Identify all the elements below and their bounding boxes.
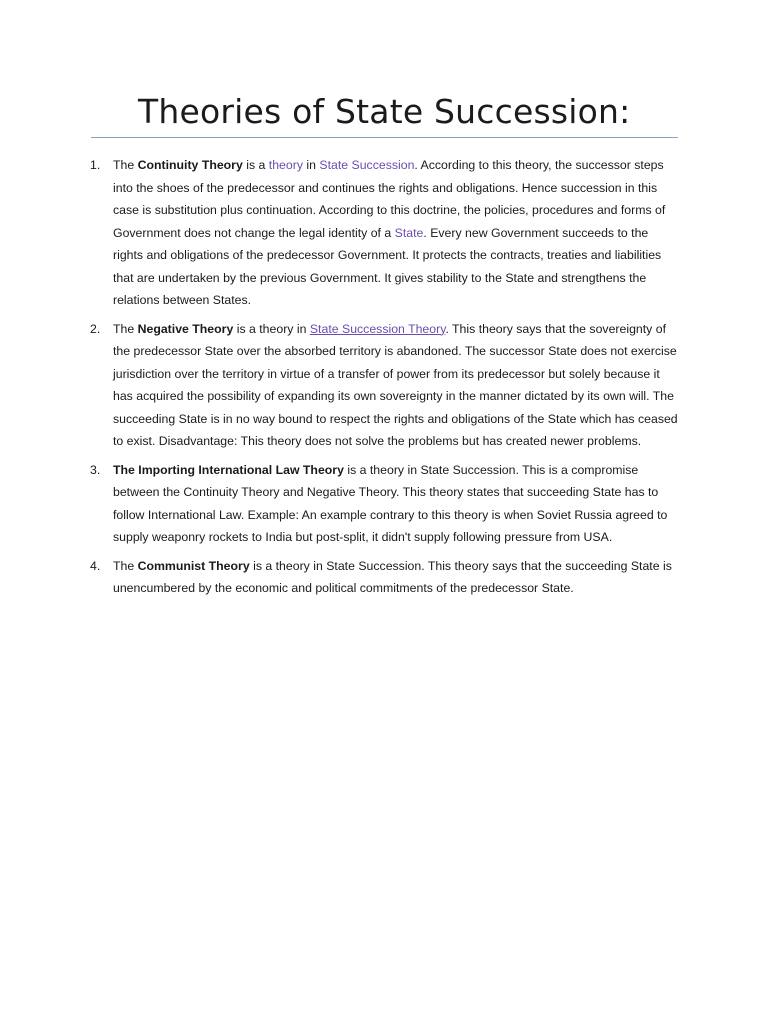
list-item-communist-theory [90,555,680,600]
list-number: 1. [90,158,101,172]
state-succession-theory-link[interactable]: State Succession Theory [309,321,446,336]
list-number: 3. [90,462,101,477]
term-negative-theory: Negative Theory [137,321,234,336]
theory-link[interactable]: theory [268,158,303,172]
term-communist-theory: Communist Theory [137,558,250,573]
list-item-text: The Communist Theory is a theory in State Succession. This theory says that the succeeding State is unencumbered by the economic and political commitments of the predecessor State. [113,558,672,595]
list-item-negative-theory [90,318,680,453]
list-item-importing-international-law-theory [90,459,680,549]
state-link[interactable]: State [394,225,424,240]
theory-list [90,154,680,606]
page-title: Theories of State Succession: [138,92,631,131]
list-number: 2. [90,321,101,336]
list-item-text: The Continuity Theory is a theory in State Succession. According to this theory, the successor steps into the shoes of the predecessor and continues the rights and obligations. Hence succession in this case is substitution plus continuation. According to this doctrine, the policies, procedures and forms of Government does not change the legal identity of a State. Every new Government succeeds to the rights and obligations of the predecessor Government. It protects the contracts, treaties and liabilities that are undertaken by the previous Government. It gives stability to the State and strengthens the relations between States. [113,158,666,307]
list-item-text: The Negative Theory is a theory in State Succession Theory. This theory says that the sovereignty of the predecessor State over the absorbed territory is abandoned. The successor State does not exercise jurisdiction over the territory in virtue of a transfer of power from its predecessor but solely because it has acquired the possibility of expanding its own sovereignty in the manner dictated by its own will. The succeeding State is in no way bound to respect the rights and obligations of the State which has ceased to exist. Disadvantage: This theory does not solve the problems but has created newer problems. [113,321,678,448]
state-succession-link[interactable]: State Succession [319,158,415,172]
list-item-continuity-theory [90,154,680,312]
list-item-text: The Importing International Law Theory is a theory in State Succession. This is a compromise between the Continuity Theory and Negative Theory. This theory states that succeeding State has to follow International Law. Example: An example contrary to this theory is when Soviet Russia agreed to supply weaponry rockets to India but post-split, it didn't supply following pressure from USA. [113,462,668,544]
term-continuity-theory: Continuity Theory [137,158,243,172]
term-importing-international-law-theory: The Importing International Law Theory [113,462,344,477]
list-number: 4. [90,558,101,573]
title-underline [91,137,678,138]
